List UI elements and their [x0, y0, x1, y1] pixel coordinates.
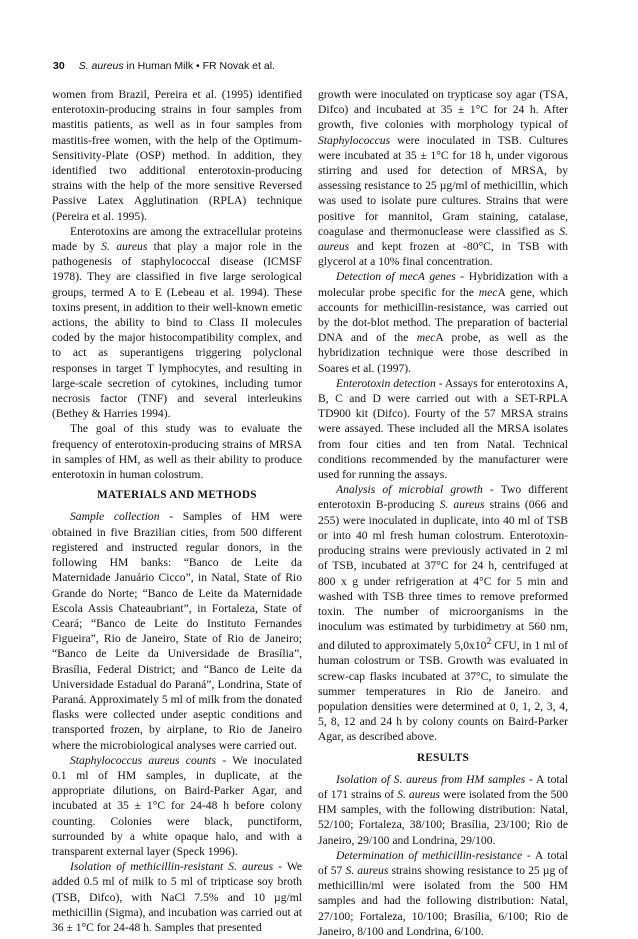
left-column [52, 87, 302, 935]
paragraph: Determination of methicillin-resistance - A total of 57 S. aureus strains showing resistance to 25 µg of methicillin/ml were isolated from the 500 HM samples and had the following distribution: Natal, 27/100; Fortaleza, 10/100; Brasília, 6/100; Rio de Janeiro, 8/100 and Londrina, 6/100. [318, 848, 568, 938]
section-heading-methods: MATERIALS AND METHODS [97, 489, 257, 502]
paragraph: Isolation of S. aureus from HM samples - A total of 171 strains of S. aureus were isolated from the 500 HM samples, with the following distribution: Natal, 52/100; Fortaleza, 38/100; Brasília, 23/100; Rio de Janeiro, 29/100 and Londrina, 29/100. [318, 772, 568, 847]
paragraph: women from Brazil, Pereira et al. (1995) identified enterotoxin-producing strains in four samples from mastitis patients, as well as in four samples from mastitis-free women, with the help of the Optimum-Sensitivity-Plate (OSP) method. In addition, they identified two additional enterotoxin-producing strains with the help of the more sensitive Reversed Passive Latex Agglutination (RPLA) technique (Pereira et al. 1995). [52, 88, 302, 223]
paragraph: Analysis of microbial growth - Two different enterotoxin B-producing S. aureus strains (066 and 255) were inoculated in duplicate, into 40 ml of TSB or into 40 ml fresh human colostrum. Enterotoxin-producing strains were previously activated in 2 ml of TSB, incubated at 37°C for 24 h, centrifuged at 800 x g under refrigeration at 4°C for 5 min and washed with TSB three times to remove preformed toxin. The number of microorganisms in the inoculum was estimated by turbidimetry at 560 nm, and diluted to approximately $5,0x10^2$ CFU, in 1 ml of human colostrum or TSB. Growth was evaluated in screw-cap flasks incubated at 37°C, to simulate the summer temperatures in Rio de Janeiro. and population densities were determined at 0, 1, 2, 3, 4, 5, 8, 12 and 24 h by colony counts on Baird-Parker Agar, as described above. [318, 483, 568, 744]
paragraph: Enterotoxins are among the extracellular proteins made by S. aureus that play a major role in the pathogenesis of staphylococcal disease (ICMSF 1978). They are classified in five large serological groups, termed A to E (Lebeau et al. 1994). These toxins present, in addition to their well-known emetic actions, the ability to bind to Class II molecules coded by the major histocompatibility complex, and to act as superantigens triggering polyclonal responses in target T lymphocytes, and resulting in large-scale secretion of cytokines, including tumor necrosis factor (TNF) and several interleukins (Bethey & Harries 1994). [52, 224, 303, 421]
paragraph: Isolation of methicillin-resistant S. aureus - We added 0.5 ml of milk to 5 ml of tripticase soy broth (TSB, Difco), with NaCl 7.5% and 10 µg/ml methicillin (Sigma), and incubation was carried out at 36 ± 1°C for 24-48 h. Samples that presented [52, 860, 302, 934]
running-title-species: S. aureus [78, 60, 124, 72]
running-title-rest: in Human Milk • FR Novak et al. [123, 60, 275, 72]
paragraph: Detection of mecA genes - Hybridization with a molecular probe specific for the mecA gene, which accounts for methicillin-resistance, was carried out by the dot-blot method. The preparation of bacterial DNA and of the mecA probe, as well as the hybridization technique were those described in Soares et al. (1997). [318, 270, 568, 375]
paragraph: Staphylococcus aureus counts - We inoculated 0.1 ml of HM samples, in duplicate, at the appropriate dilutions, on Baird-Parker Agar, and incubated at 35 ± 1°C for 24-48 h before colony counting. Colonies were black, punctiform, surrounded by a white opaque halo, and with a transparent external layer (Speck 1996). [52, 753, 303, 858]
page-number: 30 [53, 60, 65, 72]
paragraph: Sample collection - Samples of HM were obtained in five Brazilian cities, from 500 different registered and instructed regular donors, in the following HM banks: “Banco de Leite da Maternidade Januário Cicco”, in Natal, State of Rio Grande do Norte; “Banco de Leite da Maternidade Escola Assis Chateaubriant”, in Fortaleza, State of Ceará; “Banco de Leite do Instituto Fernandes Figueira”, Rio de Janeiro, State of Rio de Janeiro; “Banco de Leite da Universidade de Brasília”, Brasília, Federal District; and “Banco de Leite da Universidade Estadual do Paraná”, Londrina, State of Paraná. Approximately 5 ml of milk from the donated flasks were collected under aseptic conditions and transported frozen, by airplane, to Rio de Janeiro where the microbiological analyses were carried out. [52, 510, 302, 752]
section-heading-results: RESULTS [416, 751, 470, 764]
paragraph: Enterotoxin detection - Assays for enterotoxins A, B, C and D were carried out with a SET-RPLA TD900 kit (Difco). Fourty of the 57 MRSA strains were assayed. These included all the MRSA isolates from four cities and ten from Natal. Technical conditions recommended by the manufacturer were used for running the assays. [318, 376, 568, 482]
running-header [53, 60, 593, 72]
right-column [318, 87, 568, 939]
paragraph: growth were inoculated on trypticase soy agar (TSA, Difco) and incubated at 35 ± 1°C for 24 h. After growth, five colonies with morphology typical of Staphylococcus were inoculated in TSB. Cultures were incubated at 35 ± 1°C for 18 h, under vigorous stirring and used for detection of MRSA, by assessing resistance to 25 µg/ml of methicillin, which was used to isolate pure cultures. Strains that were positive for mannitol, Gram staining, catalase, coagulase and thermonuclease were classified as S. aureus and kept frozen at -80°C, in TSB with glycerol at a 10% final concentration. [318, 88, 568, 269]
paragraph: The goal of this study was to evaluate the frequency of enterotoxin-producing strains of MRSA in samples of HM, as well as their ability to produce enterotoxin in human colostrum. [52, 422, 302, 482]
